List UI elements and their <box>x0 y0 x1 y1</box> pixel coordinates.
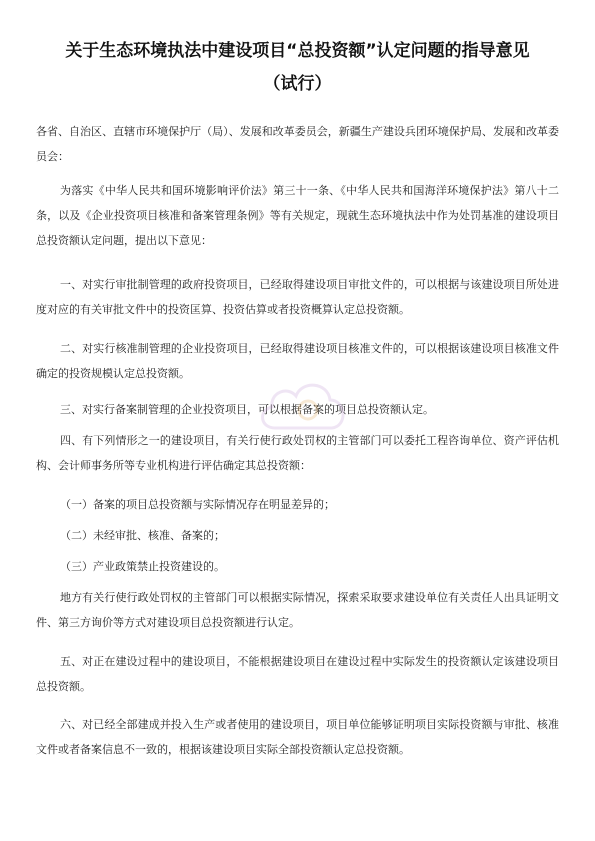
sub-item-2: （二）未经审批、核准、备案的； <box>60 529 225 542</box>
item-1: 一、对实行审批制管理的政府投资项目，已经取得建设项目审批文件的，可以根据与该建设项目所处进度对应的有关审批文件中的投资匡算、投资估算或者投资概算认定总投资额。 <box>36 278 559 316</box>
item-4: 四、有下列情形之一的建设项目，有关行使行政处罚权的主管部门可以委托工程咨询单位、资产评估机构、会计师事务所等专业机构进行评估确定其总投资额： <box>36 434 559 472</box>
intro-paragraph: 为落实《中华人民共和国环境影响评价法》第三十一条、《中华人民共和国海洋环境保护法》第八十二条，以及《企业投资项目核准和备案管理条例》等有关规定，现就生态环境执法中作为处罚基准的建设项目总投资额认定问题，提出以下意见： <box>36 184 559 247</box>
item-6: 六、对已经全部建成并投入生产或者使用的建设项目，项目单位能够证明项目实际投资额与审批、核准文件或者备案信息不一致的，根据该建设项目实际全部投资额认定总投资额。 <box>36 718 559 756</box>
document-title: 关于生态环境执法中建设项目“总投资额”认定问题的指导意见 <box>65 41 530 61</box>
sub-item-3: （三）产业政策禁止投资建设的。 <box>60 560 225 573</box>
document-subtitle: （试行） <box>263 74 332 94</box>
local-authority-paragraph: 地方有关行使行政处罚权的主管部门可以根据实际情况，探索采取要求建设单位有关责任人出具证明文件、第三方询价等方式对建设项目总投资额进行认定。 <box>36 591 559 629</box>
item-2: 二、对实行核准制管理的企业投资项目，已经取得建设项目核准文件的，可以根据该建设项目核准文件确定的投资规模认定总投资额。 <box>36 342 559 380</box>
item-5: 五、对正在建设过程中的建设项目，不能根据建设项目在建设过程中实际发生的投资额认定该建设项目总投资额。 <box>36 655 559 693</box>
sub-item-1: （一）备案的项目总投资额与实际情况存在明显差异的； <box>60 498 335 511</box>
salutation: 各省、自治区、直辖市环境保护厅（局）、发展和改革委员会，新疆生产建设兵团环境保护局、发展和改革委员会： <box>36 125 559 163</box>
item-3: 三、对实行备案制管理的企业投资项目，可以根据备案的项目总投资额认定。 <box>60 403 434 416</box>
